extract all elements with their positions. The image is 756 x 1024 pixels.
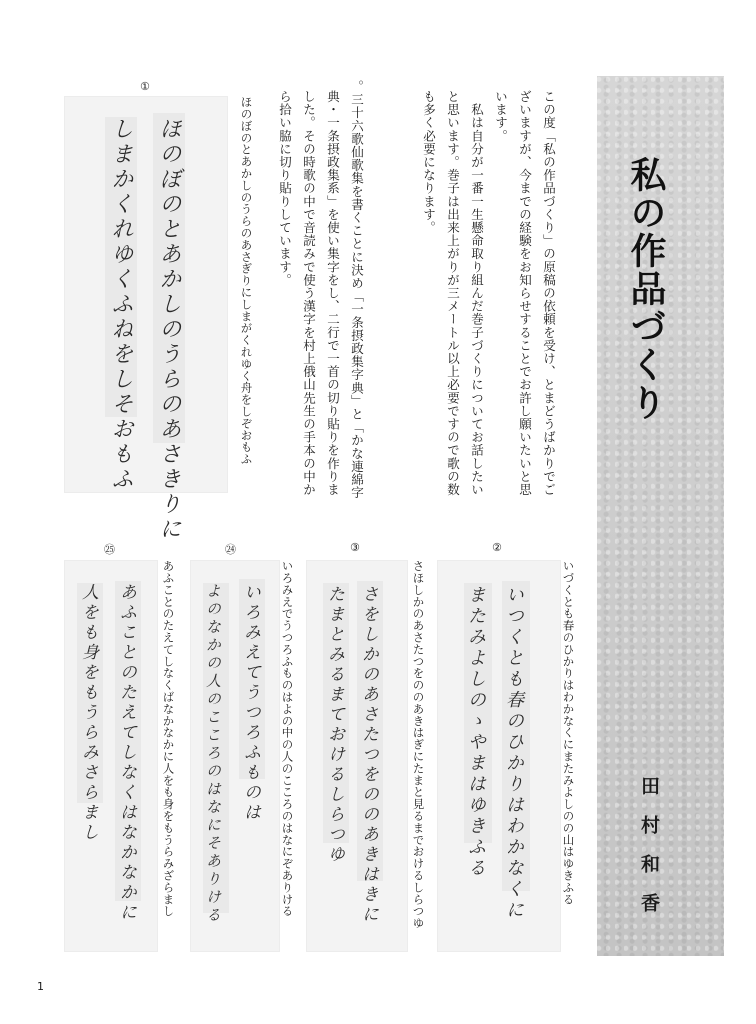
work-number: ③ <box>350 541 360 554</box>
page-number: 1 <box>37 980 44 993</box>
calligraphy-line: またみよしのゝやまはゆきふる <box>465 585 486 879</box>
body-line: 。三十六歌仙歌集を書くことに決め「一条摂政集字典」と「かな連綿字 <box>349 80 365 500</box>
body-line: と思います。巻子は出来上がりが三メートル以上必要ですので歌の数 <box>445 90 461 497</box>
calligraphy-line: しまかくれゆくふねをしそおもふ <box>108 117 133 492</box>
calligraphy-line: さをしかのあさたつをののあきはきに <box>358 585 378 925</box>
title-panel <box>597 76 724 956</box>
body-line: この度「私の作品づくり」の原稿の依頼を受け、とまどうばかりでご <box>541 90 557 497</box>
calligraphy-line: ほのぼのとあかしのうらのあさきりに <box>156 117 181 542</box>
calligraphy-panel <box>64 560 158 952</box>
calligraphy-line: あふことのたえてしなくはなかなかに <box>116 583 136 923</box>
body-line: ら拾い脇に切り貼りしています。 <box>277 90 293 287</box>
work-number: ① <box>140 80 150 93</box>
body-line: も多く必要になります。 <box>421 90 437 235</box>
work-number: ㉕ <box>104 543 115 556</box>
article-title: 私の作品づくり <box>625 156 666 422</box>
calligraphy-line: たまとみるまておけるしらつゆ <box>324 585 344 865</box>
body-line: 典・一条摂政集系」を使い集字をし、二行で一首の切り貼りを作りま <box>325 90 341 497</box>
body-line: した。その時歌の中で音読みで使う漢字を村上俄山先生の手本の中か <box>301 90 317 497</box>
calligraphy-line: よのなかの人のこころのはなにそありける <box>204 583 222 925</box>
calligraphy-panel <box>306 560 408 952</box>
work-caption: いづくとも春のひかりはわかなくにまたみよしのの山はゆきふる <box>561 560 576 906</box>
calligraphy-panel <box>64 96 228 542</box>
work-number: ㉔ <box>225 543 236 556</box>
work-caption: いろみえでうつろふものはよの中の人のこころのはなにぞありける <box>280 560 295 917</box>
calligraphy-line: 人をも身をもうらみさらまし <box>78 583 98 843</box>
work-caption: さほしかのあさたつをののあきはぎにたまと見るまでおけるしらつゆ <box>411 560 426 929</box>
work-number: ② <box>492 541 502 554</box>
work-caption: あふことのたえてしなくばなかなかに人をも身をもうらみざらまし <box>161 560 176 917</box>
calligraphy-line: いつくとも春のひかりはわかなくに <box>503 585 524 921</box>
calligraphy-panel <box>190 560 280 952</box>
body-line: います。 <box>493 90 509 143</box>
calligraphy-panel <box>437 560 561 952</box>
calligraphy-line: いろみえてうつろふものは <box>240 583 260 823</box>
work-caption: ほのぼのとあかしのうらのあさぎりにしまがくれゆく舟をしぞおもふ <box>239 96 254 465</box>
body-line: 私は自分が一番一生懸命取り組んだ巻子づくりについてお話したい <box>469 90 485 497</box>
body-line: ざいますが、今までの経験をお知らせすることでお許し願いたいと思 <box>517 90 533 497</box>
author-name: 田村和香 <box>638 776 660 932</box>
